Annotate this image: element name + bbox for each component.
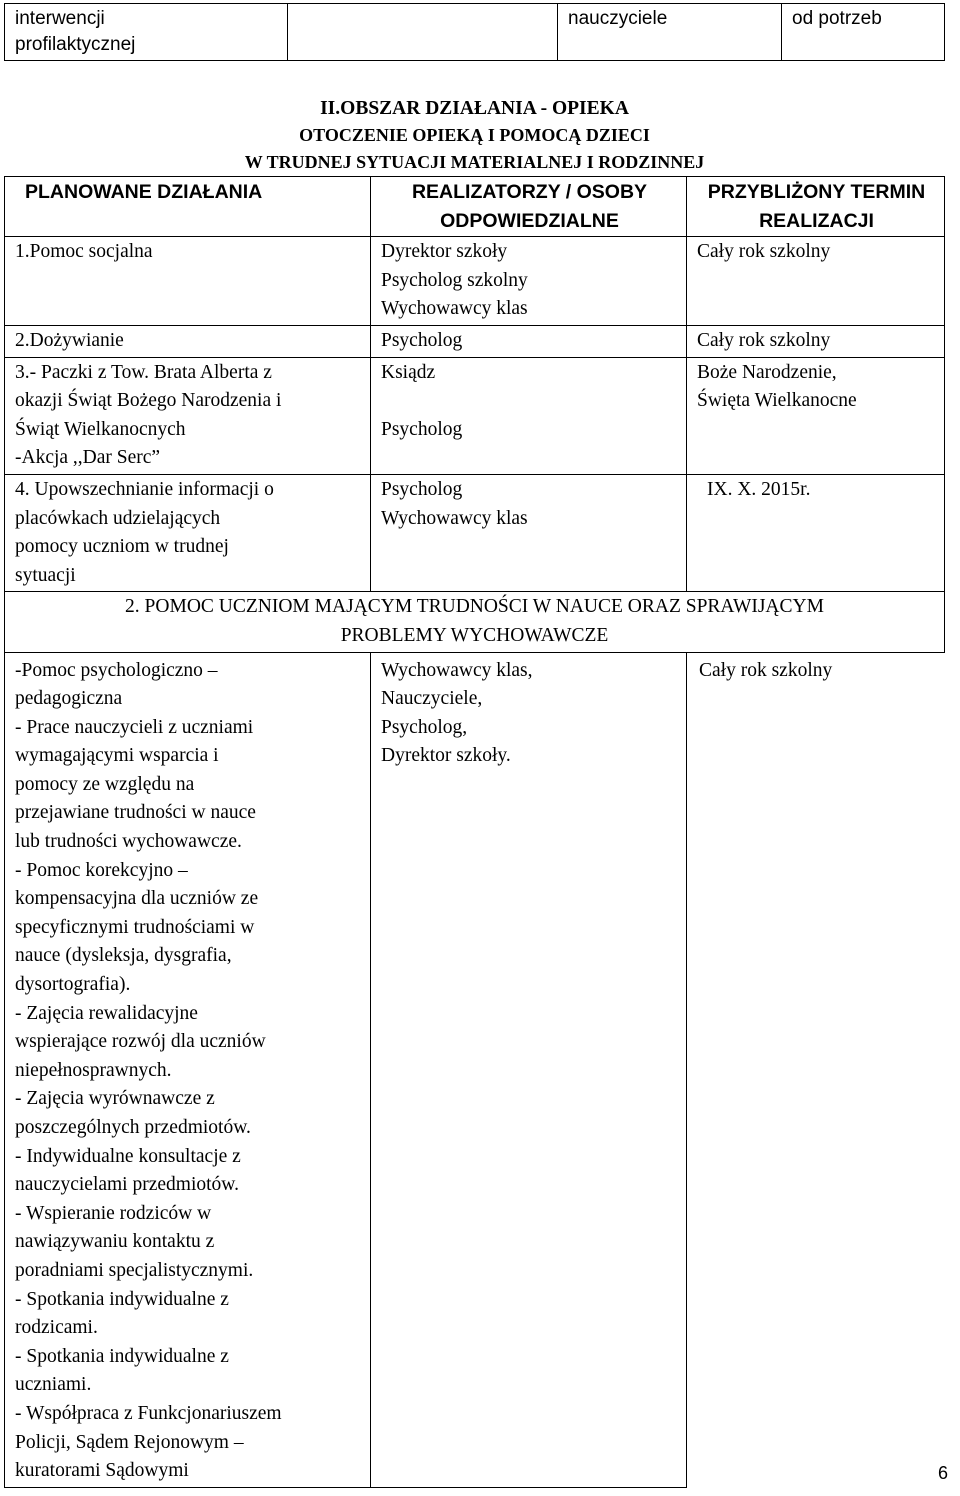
- cell-line: pedagogiczna: [15, 688, 123, 710]
- section-title-line: II.OBSZAR DZIAŁANIA - OPIEKA: [320, 98, 629, 119]
- responsible-cell: [371, 357, 687, 474]
- page-number: 6: [937, 1463, 948, 1483]
- cell-line: 1.Pomoc socjalna: [15, 241, 153, 263]
- cell-line: - Zajęcia rewalidacyjne: [15, 1002, 198, 1024]
- header-line: PRZYBLIŻONY TERMIN: [707, 181, 926, 203]
- term-cell: [687, 237, 945, 326]
- cell-line: IX. X. 2015r.: [707, 478, 811, 500]
- cell-line: Świąt Wielkanocnych: [15, 418, 186, 440]
- cell-line: Nauczyciele,: [381, 688, 483, 710]
- cell-line: Psycholog szkolny: [381, 269, 528, 291]
- cell-line: niepełnosprawnych.: [15, 1059, 172, 1081]
- subsection-title-line: 2. POMOC UCZNIOM MAJĄCYM TRUDNOŚCI W NAUCE ORAZ SPRAWIJĄCYM: [125, 596, 824, 618]
- cell-line: -Akcja ,,Dar Serc”: [15, 447, 161, 469]
- section-title: [5, 95, 945, 177]
- table-row: [5, 237, 945, 326]
- cell-line: pomocy uczniom w trudnej: [15, 536, 229, 558]
- continuation-table: [4, 3, 945, 61]
- cell-line: placówkach udzielających: [15, 507, 221, 529]
- cell-line: sytuacji: [15, 564, 76, 586]
- cell-line: nawiązywaniu kontaktu z: [15, 1231, 215, 1253]
- cell-line: lub trudności wychowawcze.: [15, 831, 242, 853]
- cell-line: pomocy ze względu na: [15, 773, 195, 795]
- section-title-row: [5, 95, 945, 177]
- action-cell: [5, 357, 371, 474]
- top-cell-3: nauczyciele: [558, 4, 782, 61]
- cell-line: Cały rok szkolny: [699, 659, 833, 681]
- cell-line: Dyrektor szkoły: [381, 241, 508, 263]
- cell-line: Psycholog,: [381, 716, 468, 738]
- action-cell: [5, 237, 371, 326]
- cell-line: uczniami.: [15, 1374, 92, 1396]
- header-line: ODPOWIEDZIALNE: [440, 209, 619, 232]
- table-row: [5, 357, 945, 474]
- cell-line: Ksiądz: [381, 361, 436, 383]
- cell-line: Boże Narodzenie,: [697, 361, 837, 383]
- cell-line: - Wspieranie rodziców w: [15, 1202, 212, 1224]
- cell-line: profilaktycznej: [15, 34, 136, 55]
- cell-line: - Indywidualne konsultacje z: [15, 1145, 241, 1167]
- header-row: [5, 177, 945, 237]
- cell-line: Cały rok szkolny: [697, 329, 831, 351]
- cell-line: Wychowawcy klas: [381, 507, 528, 529]
- cell-line: interwencji: [15, 8, 105, 29]
- cell-line: Dyrektor szkoły.: [381, 745, 511, 767]
- cell-line: Psycholog: [381, 418, 463, 440]
- cell-line-blank: [381, 387, 678, 416]
- cell-line: rodzicami.: [15, 1317, 98, 1339]
- action-cell: [5, 325, 371, 357]
- cell-line: Psycholog: [381, 329, 463, 351]
- header-term: [687, 177, 945, 237]
- top-cell-4: od potrzeb: [782, 4, 945, 61]
- cell-line: 4. Upowszechnianie informacji o: [15, 478, 274, 500]
- cell-line: Psycholog: [381, 478, 463, 500]
- cell-line: - Zajęcia wyrównawcze z: [15, 1088, 215, 1110]
- cell-line: -Pomoc psychologiczno –: [15, 659, 218, 681]
- subsection-title: [5, 592, 945, 652]
- cell-line: Wychowawcy klas,: [381, 659, 533, 681]
- spacer: [4, 61, 948, 95]
- responsible-cell: [371, 474, 687, 591]
- section-title-line: OTOCZENIE OPIEKĄ I POMOCĄ DZIECI: [299, 125, 650, 145]
- cell-line: 3.- Paczki z Tow. Brata Alberta z: [15, 361, 272, 383]
- cell-line: okazji Świąt Bożego Narodzenia i: [15, 390, 282, 412]
- cell-line: poszczególnych przedmiotów.: [15, 1117, 251, 1138]
- term-cell: [687, 652, 945, 1487]
- header-line: REALIZACJI: [759, 209, 874, 232]
- cell-line: Wychowawcy klas: [381, 298, 528, 320]
- header-responsible: [371, 177, 687, 237]
- cell-line: nauczycielami przedmiotów.: [15, 1174, 239, 1196]
- responsible-cell: [371, 237, 687, 326]
- cell-line: wymagającymi wsparcia i: [15, 745, 219, 767]
- cell-line: Policji, Sądem Rejonowym –: [15, 1431, 244, 1453]
- cell-line: - Spotkania indywidualne z: [15, 1345, 229, 1367]
- cell-line: - Prace nauczycieli z uczniami: [15, 716, 254, 738]
- cell-line: kompensacyjna dla uczniów ze: [15, 888, 259, 910]
- cell-line: Cały rok szkolny: [697, 241, 831, 263]
- cell-line: 2.Dożywianie: [15, 329, 124, 351]
- action-cell: [5, 474, 371, 591]
- cell-line: wspierające rozwój dla uczniów: [15, 1031, 266, 1053]
- section-title-line: W TRUDNEJ SYTUACJI MATERIALNEJ I RODZINNEJ: [244, 152, 705, 172]
- top-cell-2: [288, 4, 558, 61]
- table-row: [5, 325, 945, 357]
- cell-line: dysortografia).: [15, 974, 131, 996]
- table-row: [5, 474, 945, 591]
- cell-line: - Spotkania indywidualne z: [15, 1288, 229, 1310]
- header-line: REALIZATORZY / OSOBY: [411, 181, 648, 203]
- cell-line: nauce (dysleksja, dysgrafia,: [15, 945, 232, 967]
- table-row: [5, 4, 945, 61]
- responsible-cell: [371, 652, 687, 1487]
- cell-line: - Współpraca z Funkcjonariuszem: [15, 1402, 282, 1424]
- term-cell: [687, 357, 945, 474]
- header-actions: PLANOWANE DZIAŁANIA: [5, 177, 371, 237]
- care-area-table: [4, 95, 945, 1488]
- cell-line: Święta Wielkanocne: [697, 390, 857, 412]
- subsection-title-line: PROBLEMY WYCHOWAWCZE: [340, 624, 609, 646]
- cell-line: przejawiane trudności w nauce: [15, 802, 256, 824]
- action-cell: [5, 652, 371, 1487]
- cell-line: specyficznymi trudnościami w: [15, 916, 255, 938]
- term-cell: [687, 325, 945, 357]
- top-cell-1: [5, 4, 288, 61]
- cell-line: - Pomoc korekcyjno –: [15, 859, 188, 881]
- term-cell: [687, 474, 945, 591]
- cell-line: kuratorami Sądowymi: [15, 1460, 189, 1482]
- document-page: [4, 3, 948, 1488]
- subsection-title-row: [5, 592, 945, 652]
- cell-line: poradniami specjalistycznymi.: [15, 1259, 254, 1281]
- table-row: [5, 652, 945, 1487]
- responsible-cell: [371, 325, 687, 357]
